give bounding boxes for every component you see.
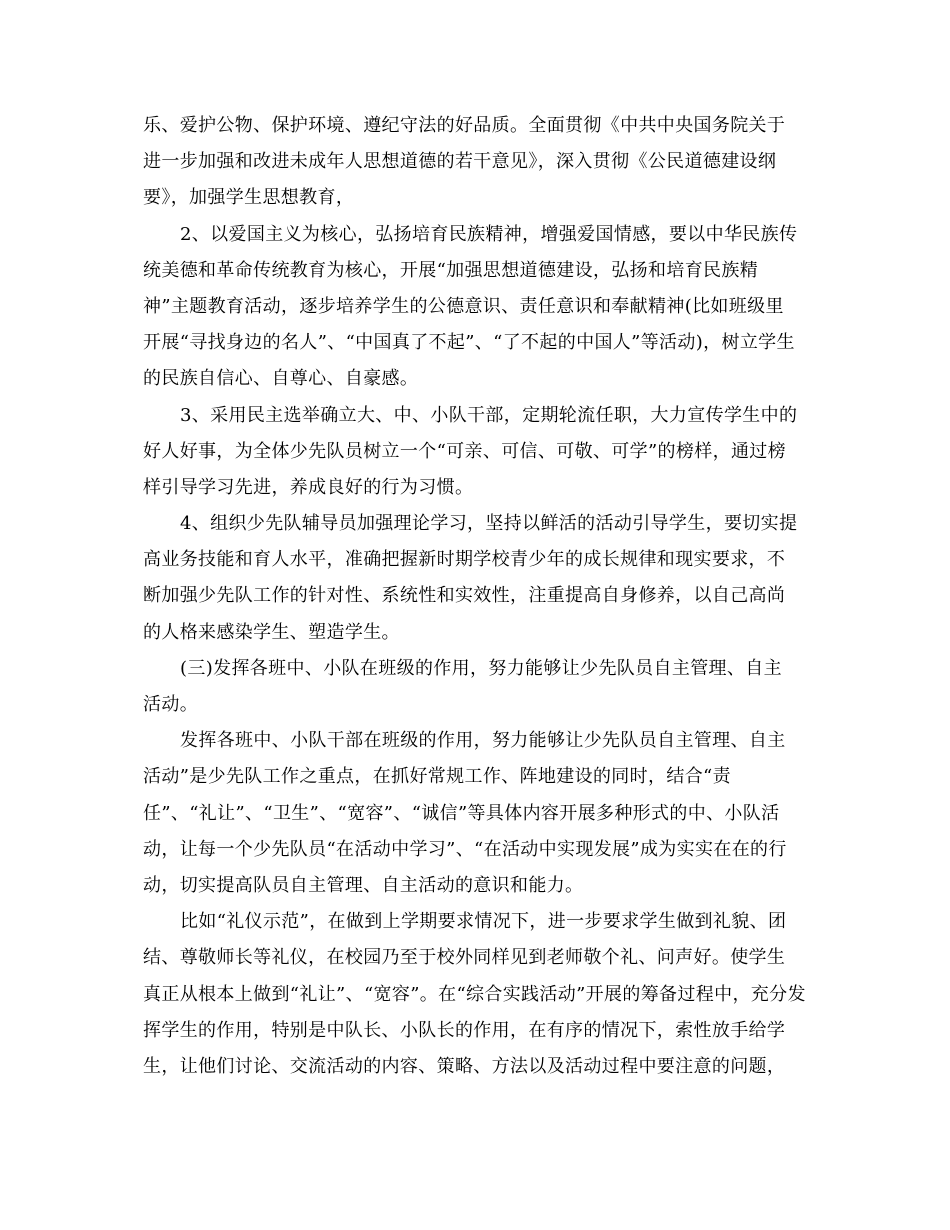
text-line: 2、以爱国主义为核心，弘扬培育民族精神，增强爱国情感，要以中华民族传: [180, 223, 798, 245]
document-body: [143, 108, 811, 1085]
text-line: 真正从根本上做到“礼让”、“宽容”。在“综合实践活动”开展的筹备过程中，充分发: [143, 983, 806, 1005]
text-line: 乐、爱护公物、保护环境、遵纪守法的好品质。全面贯彻《中共中央国务院关于: [143, 115, 786, 136]
text-line: 的人格来感染学生、塑造学生。: [143, 621, 400, 643]
text-line: 比如“礼仪示范”，在做到上学期要求情况下，进一步要求学生做到礼貌、团: [180, 911, 787, 933]
text-line: 要》，加强学生思想教育，: [143, 187, 355, 209]
text-line: 发挥各班中、小队干部在班级的作用，努力能够让少先队员自主管理、自主: [180, 730, 786, 752]
text-line: 活动”是少先队工作之重点，在抓好常规工作、阵地建设的同时，结合“责: [143, 766, 731, 788]
text-line: 挥学生的作用，特别是中队长、小队长的作用，在有序的情况下，索性放手给学: [143, 1019, 786, 1041]
text-line: 好人好事，为全体少先队员树立一个“可亲、可信、可敬、可学”的榜样，通过榜: [143, 440, 787, 462]
text-line: 生，让他们讨论、交流活动的内容、策略、方法以及活动过程中要注意的问题，: [143, 1055, 786, 1077]
text-line: 高业务技能和育人水平，准确把握新时期学校青少年的成长规律和现实要求，不: [143, 549, 786, 571]
text-line: (三)发挥各班中、小队在班级的作用，努力能够让少先队员自主管理、自主: [180, 657, 782, 679]
text-line: 3、采用民主选举确立大、中、小队干部，定期轮流任职，大力宣传学生中的: [180, 404, 798, 426]
text-line: 任”、“礼让”、“卫生”、“宽容”、“诚信”等具体内容开展多种形式的中、小队活: [143, 802, 780, 824]
text-line: 断加强少先队工作的针对性、系统性和实效性，注重提高自身修养，以自己高尚: [143, 585, 786, 607]
text-line: 结、尊敬师长等礼仪，在校园乃至于校外同样见到老师敬个礼、问声好。使学生: [143, 947, 786, 969]
text-line: 开展“寻找身边的名人”、“中国真了不起”、“了不起的中国人”等活动)，树立学生: [143, 332, 795, 354]
text-line: 统美德和革命传统教育为核心，开展“加强思想道德建设，弘扬和培育民族精: [143, 259, 759, 281]
text-line: 动，让每一个少先队员“在活动中学习”、“在活动中实现发展”成为实实在在的行: [143, 838, 787, 860]
text-line: 进一步加强和改进未成年人思想道德的若干意见》，深入贯彻《公民道德建设纲: [143, 151, 777, 173]
text-line: 样引导学习先进，养成良好的行为习惯。: [143, 476, 474, 498]
text-line: 动，切实提高队员自主管理、自主活动的意识和能力。: [143, 874, 584, 896]
text-line: 神”主题教育活动，逐步培养学生的公德意识、责任意识和奉献精神(比如班级里: [143, 295, 784, 317]
text-line: 活动。: [143, 694, 199, 715]
text-line: 4、组织少先队辅导员加强理论学习，坚持以鲜活的活动引导学生，要切实提: [180, 513, 798, 535]
text-line: 的民族自信心、自尊心、自豪感。: [143, 368, 419, 390]
